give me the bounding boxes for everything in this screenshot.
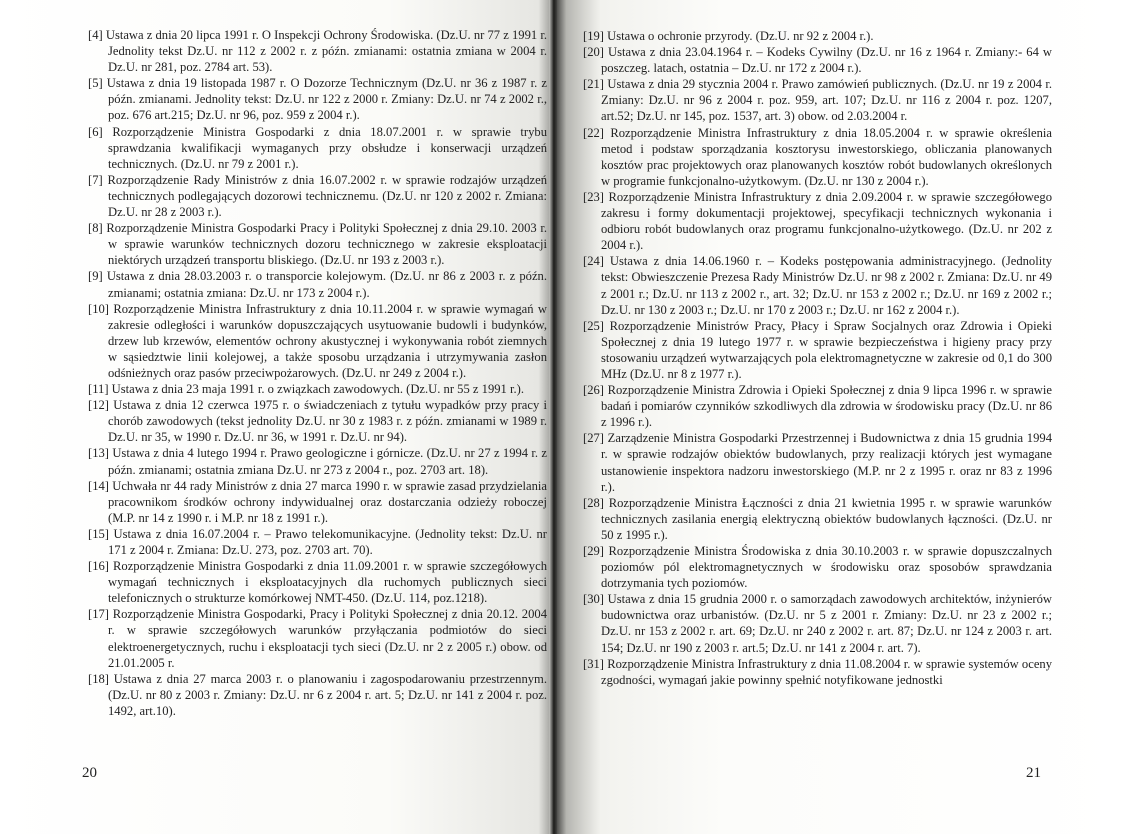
reference-number: [7] [88, 172, 103, 187]
reference-entry [88, 397, 547, 445]
book-gutter [549, 0, 557, 834]
reference-entry [583, 318, 1052, 382]
reference-entry [88, 478, 547, 526]
reference-number: [30] [583, 592, 604, 607]
reference-text: Rozporządzenie Ministra Gospodarki z dnia 18.07.2001 r. w sprawie trybu sprawdzania kwalifikacji wymaganych przy obsłudze i konserwacji urządzeń technicznych. (Dz.U. nr 79 z 2001 r.). [108, 124, 547, 171]
reference-number: [18] [88, 671, 109, 686]
reference-text: Ustawa z dnia 19 listopada 1987 r. O Dozorze Technicznym (Dz.U. nr 36 z 1987 r. z późn. zmianami. Jednolity tekst: Dz.U. nr 122 z 2000 r. Zmiany: Dz.U. nr 74 z 2002 r., poz. 676 art.215; Dz.U. nr 96, poz. 959 z 2004 r.). [106, 76, 547, 123]
reference-number: [27] [583, 431, 604, 446]
reference-text: Rozporządzenie Rady Ministrów z dnia 16.07.2002 r. w sprawie rodzajów urządzeń technicznych podlegających dozorowi technicznemu. (Dz.U. nr 120 z 2002 r. Zmiana: Dz.U. nr 28 z 2003 r.). [107, 172, 547, 220]
reference-entry [583, 253, 1052, 317]
reference-entry [583, 543, 1052, 591]
reference-number: [20] [583, 45, 604, 60]
reference-text: Rozporządzenie Ministra Środowiska z dnia 30.10.2003 r. w sprawie dopuszczalnych poziomów pól elektromagnetycznych w środowisku oraz sposobów sprawdzania dotrzymania tych poziomów. [601, 544, 1052, 591]
reference-entry [88, 526, 547, 558]
reference-number: [4] [88, 28, 103, 42]
reference-text: Rozporządzenie Ministra Gospodarki, Pracy i Polityki Społecznej z dnia 20.12. 2004 r. w sprawie szczegółowych warunków przyłączania podmiotów do sieci elektroenergetycznych, ruchu i eksploatacji tych sieci (Dz.U. nr 2 z 2005 r.) obow. od 21.01.2005 r. [108, 607, 547, 670]
reference-text: Rozporządzenie Ministra Łączności z dnia 21 kwietnia 1995 r. w sprawie warunków technicznych zasilania energią elektryczną obiektów budowlanych łączności. (Dz.U. nr 50 z 1995 r.). [601, 495, 1052, 542]
reference-text: Ustawa o ochronie przyrody. (Dz.U. nr 92 z 2004 r.). [607, 29, 874, 43]
reference-number: [9] [88, 269, 103, 284]
reference-text: Ustawa z dnia 14.06.1960 r. – Kodeks postępowania administracyjnego. (Jednolity tekst: Obwieszczenie Prezesa Rady Ministrów Dz.U. nr 98 z 2002 r. Zmiana: Dz.U. nr 49 z 2001 r.; Dz.U. nr 113 z 2002 r., art. 32; Dz.U. nr 153 z 2002 r.; Dz.U. nr 169 z 2002 r.; Dz.U. nr 130 z 2003 r.; Dz.U. nr 170 z 2003 r.; Dz.U. nr 162 z 2004 r.). [601, 254, 1053, 317]
reference-entry [88, 27, 547, 75]
reference-text: Ustawa z dnia 29 stycznia 2004 r. Prawo zamówień publicznych. (Dz.U. nr 19 z 2004 r. Zmiany: Dz.U. nr 96 z 2004 r. poz. 959, art. 107; Dz.U. nr 116 z 2004 r. poz. 1207, art.52; Dz.U. nr 145, poz. 1537, art. 3) obow. od 2.03.2004 r. [601, 77, 1052, 124]
reference-entry [583, 382, 1052, 430]
reference-text: Rozporządzenie Ministra Infrastruktury z dnia 18.05.2004 r. w sprawie określenia metod i podstaw sporządzania kosztorysu inwestorskiego, obliczania planowanych kosztów prac projektowych oraz planowanych kosztów robót budowlanych określonych w programie funkcjonalno-użytkowym. (Dz.U. nr 130 z 2004 r.). [601, 125, 1052, 188]
reference-number: [5] [88, 76, 103, 91]
reference-text: Rozporządzenie Ministra Zdrowia i Opieki Społecznej z dnia 9 lipca 1996 r. w sprawie badań i pomiarów czynników szkodliwych dla zdrowia w środowisku pracy (Dz.U. nr 86 z 1996 r.). [601, 383, 1052, 430]
reference-number: [11] [88, 382, 109, 397]
reference-entry [583, 76, 1052, 124]
reference-entry [583, 656, 1052, 688]
reference-number: [15] [88, 526, 109, 541]
reference-text: Rozporządzenie Ministra Infrastruktury z dnia 11.08.2004 r. w sprawie systemów oceny zgodności, wymagań jakie powinny spełnić notyfikowane jednostki [601, 656, 1053, 687]
reference-number: [22] [583, 125, 604, 140]
reference-text: Ustawa z dnia 20 lipca 1991 r. O Inspekcji Ochrony Środowiska. (Dz.U. nr 77 z 1991 r. Jednolity tekst Dz.U. nr 112 z 2002 r. z późn. zmianami: ostatnia zmiana w 2004 r. Dz.U. nr 281, poz. 2784 art. 53). [105, 28, 547, 75]
reference-entry [583, 44, 1052, 76]
reference-entry [583, 28, 1052, 44]
reference-number: [6] [88, 124, 103, 139]
right-page [555, 0, 1122, 834]
reference-number: [12] [88, 398, 109, 413]
left-reference-list [88, 27, 547, 719]
reference-number: [29] [583, 544, 604, 558]
reference-entry [88, 124, 547, 172]
reference-text: Ustawa z dnia 12 czerwca 1975 r. o świadczeniach z tytułu wypadków przy pracy i chorób zawodowych (tekst jednolity Dz.U. nr 30 z 1983 r. z późn. zmianami w 1989 r. Dz.U. nr 35, w 1990 r. Dz.U. nr 36, w 1991 r. Dz.U. nr 94). [108, 398, 547, 445]
reference-entry [88, 606, 547, 670]
reference-number: [23] [583, 189, 604, 204]
reference-number: [8] [88, 221, 103, 236]
reference-entry [88, 172, 547, 220]
reference-number: [25] [583, 318, 604, 333]
reference-text: Ustawa z dnia 23 maja 1991 r. o związkach zawodowych. (Dz.U. nr 55 z 1991 r.). [111, 382, 524, 397]
reference-entry [88, 220, 547, 268]
reference-text: Uchwała nr 44 rady Ministrów z dnia 27 marca 1990 r. w sprawie zasad przydzielania pracownikom środków ochrony indywidualnej oraz dostarczania odzieży roboczej (M.P. nr 14 z 1990 r. i M.P. nr 18 z 1991 r.). [108, 478, 547, 525]
reference-number: [21] [583, 77, 604, 92]
reference-text: Rozporządzenie Ministrów Pracy, Płacy i Spraw Socjalnych oraz Zdrowia i Opieki Społecznej z dnia 19 lutego 1977 r. w sprawie bezpieczeństwa i higieny pracy przy stosowaniu urządzeń wytwarzających pola elektromagnetyczne w zakresie od 0,1 do 300 MHz (Dz.U. nr 8 z 1977 r.). [601, 318, 1052, 381]
reference-entry [88, 558, 547, 606]
reference-number: [24] [583, 254, 604, 269]
reference-number: [17] [88, 607, 109, 622]
reference-number: [14] [88, 478, 109, 493]
reference-entry [88, 268, 547, 300]
reference-text: Rozporządzenie Ministra Infrastruktury z dnia 2.09.2004 r. w sprawie szczegółowego zakresu i formy dokumentacji projektowej, specyfikacji technicznych wykonania i odbioru robót budowlanych oraz programu funkcjonalno-użytkowego. (Dz.U. nr 202 z 2004 r.). [601, 189, 1052, 253]
reference-number: [31] [583, 656, 604, 671]
left-page [0, 0, 555, 834]
reference-number: [16] [88, 559, 109, 574]
reference-text: Zarządzenie Ministra Gospodarki Przestrzennej i Budownictwa z dnia 15 grudnia 1994 r. w sprawie rodzajów obiektów budowlanych, przy realizacji których jest wymagane ustanowienie inspektora nadzoru inwestorskiego (M.P. nr 2 z 1995 r. oraz nr 83 z 1996 r.). [601, 431, 1052, 494]
reference-number: [28] [583, 495, 604, 510]
reference-entry [88, 671, 547, 719]
right-page-number: 21 [1026, 765, 1041, 781]
reference-text: Ustawa z dnia 28.03.2003 r. o transporcie kolejowym. (Dz.U. nr 86 z 2003 r. z późn. zmianami; ostatnia zmiana: Dz.U. nr 173 z 2004 r.). [106, 269, 547, 300]
reference-text: Ustawa z dnia 23.04.1964 r. – Kodeks Cywilny (Dz.U. nr 16 z 1964 r. Zmiany:- 64 w poszczeg. latach, ostatnia – Dz.U. nr 172 z 2004 r.). [601, 45, 1052, 76]
reference-text: Ustawa z dnia 4 lutego 1994 r. Prawo geologiczne i górnicze. (Dz.U. nr 27 z 1994 r. z późn. zmianami; ostatnia zmiana Dz.U. nr 273 z 2004 r., poz. 2703 art. 18). [108, 446, 547, 477]
reference-number: [10] [88, 301, 109, 316]
reference-text: Ustawa z dnia 16.07.2004 r. – Prawo telekomunikacyjne. (Jednolity tekst: Dz.U. nr 171 z 2004 r. Zmiana: Dz.U. 273, poz. 2703 art. 70). [108, 526, 547, 557]
reference-text: Rozporządzenie Ministra Gospodarki z dnia 11.09.2001 r. w sprawie szczegółowych wymagań technicznych i eksploatacyjnych dla ruchomych publicznych sieci telefonicznych o strukturze komórkowej NMT-450. (Dz.U. 114, poz.1218). [108, 559, 547, 606]
reference-text: Ustawa z dnia 27 marca 2003 r. o planowaniu i zagospodarowaniu przestrzennym. (Dz.U. nr 80 z 2003 r. Zmiany: Dz.U. nr 6 z 2004 r. art. 5; Dz.U. nr 141 z 2004 r. poz. 1492, art.10). [108, 671, 547, 718]
reference-entry [583, 125, 1052, 189]
reference-entry [88, 301, 547, 381]
reference-text: Ustawa z dnia 15 grudnia 2000 r. o samorządach zawodowych architektów, inżynierów budownictwa oraz urbanistów. (Dz.U. nr 5 z 2001 r. Zmiany: Dz.U. nr 23 z 2002 r.; Dz.U. nr 153 z 2002 r. art. 69; Dz.U. nr 240 z 2002 r. art. 87; Dz.U. nr 124 z 2003 r. art. 154; Dz.U. nr 190 z 2003 r. art.5; Dz.U. nr 141 z 2004 r. art. 7). [601, 592, 1052, 655]
reference-text: Rozporządzenie Ministra Infrastruktury z dnia 10.11.2004 r. w sprawie wymagań w zakresie odległości i warunków dopuszczających usytuowanie budowli i budynków, drzew lub krzewów, elementów ochrony akustycznej i wykonywania robót ziemnych w sąsiedztwie linii kolejowej, a także sposobu urządzania i utrzymywania zasłon odśnieżnych oraz pasów przeciwpożarowych. (Dz.U. nr 249 z 2004 r.). [108, 301, 547, 380]
reference-number: [26] [583, 383, 604, 398]
reference-entry [88, 75, 547, 123]
right-reference-list [583, 28, 1052, 688]
reference-entry [583, 495, 1052, 543]
reference-entry [88, 381, 547, 397]
reference-number: [19] [583, 29, 604, 43]
reference-entry [583, 430, 1052, 494]
left-page-number: 20 [82, 765, 97, 781]
reference-number: [13] [88, 446, 109, 461]
reference-entry [88, 445, 547, 477]
reference-entry [583, 591, 1052, 655]
reference-entry [583, 189, 1052, 253]
reference-text: Rozporządzenie Ministra Gospodarki Pracy i Polityki Społecznej z dnia 29.10. 2003 r. w sprawie warunków technicznych dozoru technicznego w zakresie eksploatacji niektórych urządzeń transportu bliskiego. (Dz.U. nr 193 z 2003 r.). [106, 221, 547, 268]
